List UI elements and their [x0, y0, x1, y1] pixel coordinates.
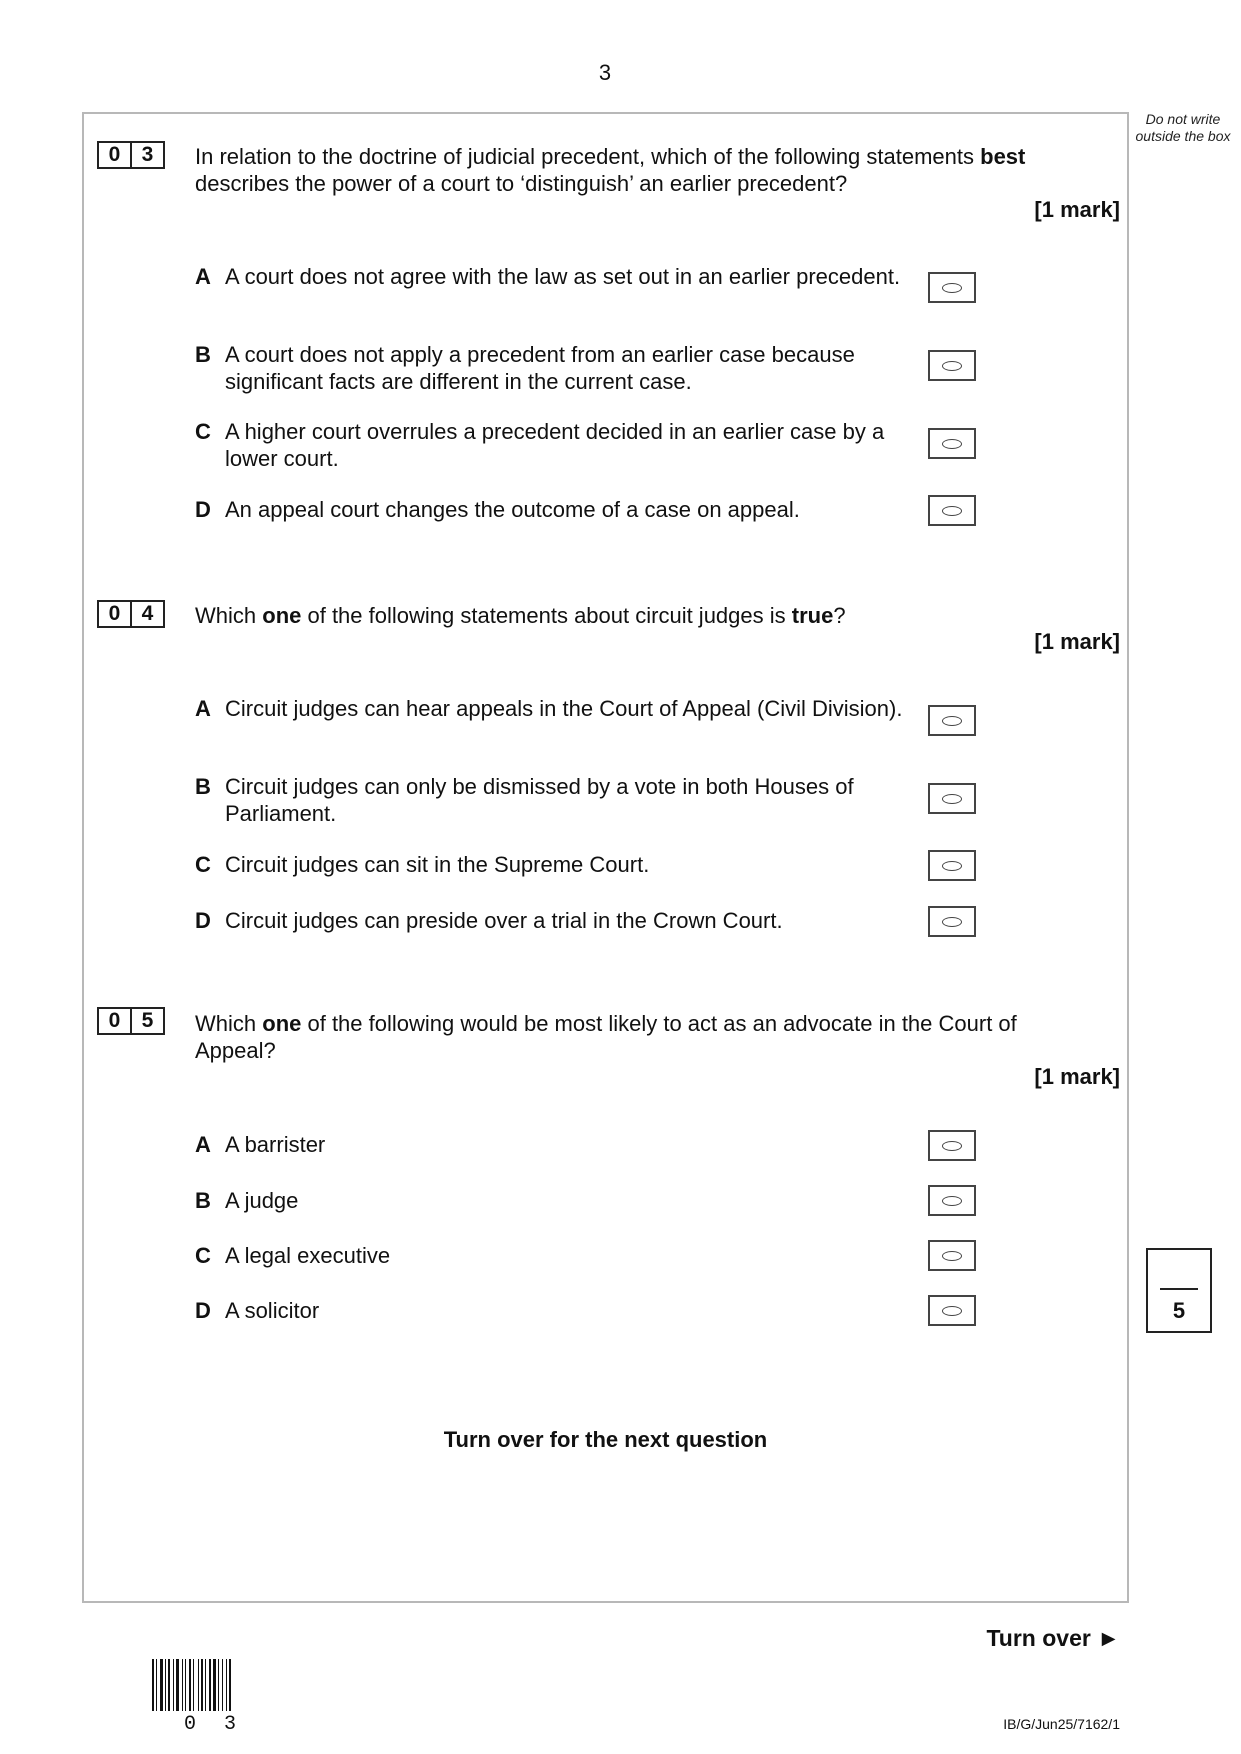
marks-label-04: [1 mark]	[1034, 629, 1120, 654]
lozenge-icon	[942, 1196, 962, 1206]
lozenge-icon	[942, 439, 962, 449]
question-number-04	[97, 600, 165, 628]
lozenge-icon	[942, 283, 962, 293]
barcode-icon	[152, 1659, 267, 1711]
lozenge-icon	[942, 1251, 962, 1261]
turn-over-label: Turn over ►	[986, 1625, 1120, 1651]
question-stem-04: Which one of the following statements about circuit judges is true?	[195, 603, 846, 628]
option-letter: D	[195, 1298, 211, 1323]
answer-lozenge-05-a[interactable]	[928, 1130, 976, 1161]
page-total-value: 5	[1172, 1298, 1186, 1323]
answer-lozenge-05-c[interactable]	[928, 1240, 976, 1271]
question-stem-05: Which one of the following would be most likely to act as an advocate in the Court of Appeal?	[195, 1011, 1017, 1063]
lozenge-icon	[942, 716, 962, 726]
option-letter: B	[195, 774, 211, 799]
option-text: A solicitor	[225, 1298, 320, 1323]
answer-lozenge-03-d[interactable]	[928, 495, 976, 526]
question-number-digit: 4	[141, 602, 154, 625]
option-04-c	[195, 851, 915, 878]
option-text: A court does not agree with the law as set out in an earlier precedent.	[225, 264, 901, 289]
lozenge-icon	[942, 506, 962, 516]
answer-lozenge-03-a[interactable]	[928, 272, 976, 303]
option-text: Circuit judges can sit in the Supreme Court.	[225, 852, 650, 877]
option-03-c	[195, 418, 915, 472]
option-03-b	[195, 341, 915, 395]
answer-lozenge-05-d[interactable]	[928, 1295, 976, 1326]
answer-lozenge-04-b[interactable]	[928, 783, 976, 814]
page-total-box	[1146, 1248, 1212, 1333]
option-text: Circuit judges can preside over a trial in the Crown Court.	[225, 908, 783, 933]
option-letter: C	[195, 1243, 211, 1268]
option-letter: D	[195, 908, 211, 933]
option-letter: A	[195, 264, 211, 289]
lozenge-icon	[942, 861, 962, 871]
option-04-a	[195, 695, 915, 722]
page-number: 3	[598, 60, 612, 85]
option-text: A legal executive	[225, 1243, 391, 1268]
question-stem-03: In relation to the doctrine of judicial precedent, which of the following statements best describes the power of a court to ‘distinguish’ an earlier precedent?	[195, 144, 1026, 196]
answer-lozenge-04-d[interactable]	[928, 906, 976, 937]
option-04-d	[195, 907, 915, 934]
option-05-a	[195, 1131, 915, 1158]
question-number-digit: 0	[99, 602, 132, 626]
option-text: An appeal court changes the outcome of a case on appeal.	[225, 497, 800, 522]
option-text: A higher court overrules a precedent decided in an earlier case by a lower court.	[225, 419, 885, 471]
marks-label-05: [1 mark]	[1034, 1064, 1120, 1089]
option-text: A judge	[225, 1188, 299, 1213]
paper-code: IB/G/Jun25/7162/1	[1003, 1716, 1120, 1732]
option-05-d	[195, 1297, 915, 1324]
question-number-digit: 5	[141, 1009, 154, 1032]
answer-lozenge-04-c[interactable]	[928, 850, 976, 881]
question-number-digit: 3	[141, 143, 154, 166]
option-05-c	[195, 1242, 915, 1269]
option-letter: C	[195, 419, 211, 444]
option-text: Circuit judges can hear appeals in the Court of Appeal (Civil Division).	[225, 696, 903, 721]
option-letter: B	[195, 1188, 211, 1213]
lozenge-icon	[942, 1141, 962, 1151]
option-letter: D	[195, 497, 211, 522]
margin-note: Do not write outside the box	[1135, 111, 1231, 144]
option-text: A barrister	[225, 1132, 326, 1157]
option-03-a	[195, 263, 915, 290]
option-letter: A	[195, 1132, 211, 1157]
answer-lozenge-03-b[interactable]	[928, 350, 976, 381]
option-letter: C	[195, 852, 211, 877]
score-line	[1160, 1288, 1198, 1290]
option-05-b	[195, 1187, 915, 1214]
lozenge-icon	[942, 361, 962, 371]
lozenge-icon	[942, 917, 962, 927]
answer-lozenge-04-a[interactable]	[928, 705, 976, 736]
lozenge-icon	[942, 794, 962, 804]
turn-over-next-question: Turn over for the next question	[443, 1427, 768, 1452]
question-number-03	[97, 141, 165, 169]
question-number-digit: 0	[99, 143, 132, 167]
option-letter: B	[195, 342, 211, 367]
option-03-d	[195, 496, 915, 523]
option-text: A court does not apply a precedent from an earlier case because significant facts are different in the current case.	[225, 342, 855, 394]
option-letter: A	[195, 696, 211, 721]
question-number-05	[97, 1007, 165, 1035]
answer-lozenge-05-b[interactable]	[928, 1185, 976, 1216]
question-number-digit: 0	[99, 1009, 132, 1033]
lozenge-icon	[942, 1306, 962, 1316]
option-04-b	[195, 773, 915, 827]
marks-label-03: [1 mark]	[1034, 197, 1120, 222]
answer-lozenge-03-c[interactable]	[928, 428, 976, 459]
barcode-number: 0 3	[184, 1713, 245, 1736]
option-text: Circuit judges can only be dismissed by a vote in both Houses of Parliament.	[225, 774, 854, 826]
